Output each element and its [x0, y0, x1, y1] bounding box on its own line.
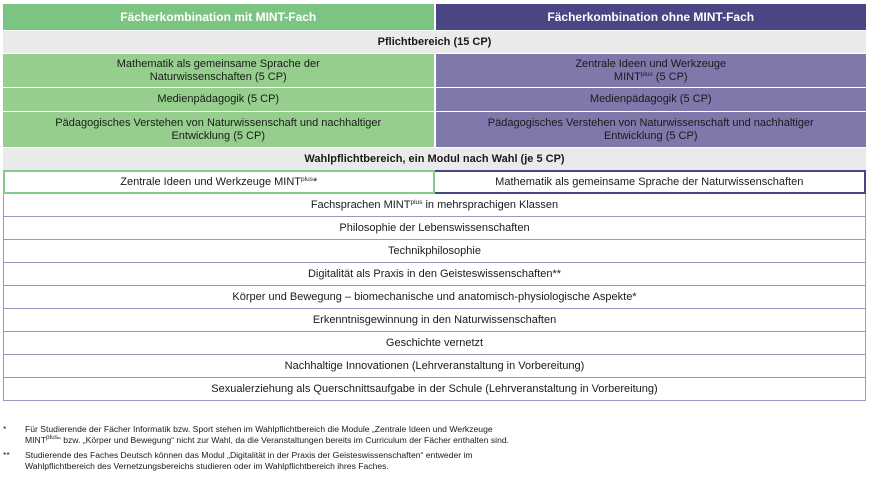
- wahlpflichtbereich-title: Wahlpflichtbereich, ein Modul nach Wahl (je 5 CP): [3, 147, 866, 170]
- pflicht-mathematik: Mathematik als gemeinsame Sprache der Naturwissenschaften (5 CP): [3, 53, 435, 87]
- wahl-item: Erkenntnisgewinnung in den Naturwissenschaften: [3, 309, 866, 332]
- wahlpflicht-first-row: [3, 170, 866, 194]
- wahl-mathematik: Mathematik als gemeinsame Sprache der Naturwissenschaften: [435, 170, 867, 194]
- wahl-item: Digitalität als Praxis in den Geisteswissenschaften**: [3, 263, 866, 286]
- wahl-item: Sexualerziehung als Querschnittsaufgabe in der Schule (Lehrveranstaltung in Vorbereitung): [3, 378, 866, 401]
- header-row: [3, 4, 866, 30]
- wahl-fachsprachen: Fachsprachen $MINT^{plus}$ in mehrsprachigen Klassen: [3, 194, 866, 217]
- wahl-item: Philosophie der Lebenswissenschaften: [3, 217, 866, 240]
- footnote: ** Studierende des Faches Deutsch können das Modul „Digitalität in der Praxis der Geisteswissenschaften“ entweder im Wahlpflichtbereich des Vernetzungsbereichs studieren oder im Wahlpflichtbereich ihres Faches.: [3, 450, 473, 471]
- wahl-item: Nachhaltige Innovationen (Lehrveranstaltung in Vorbereitung): [3, 355, 866, 378]
- footnotes: [3, 424, 863, 476]
- header-with-mint: Fächerkombination mit MINT-Fach: [3, 4, 435, 30]
- pflichtbereich-title: Pflichtbereich (15 CP): [3, 30, 866, 53]
- pflicht-medienpaedagogik-left: Medienpädagogik (5 CP): [3, 87, 435, 111]
- wahl-item: Geschichte vernetzt: [3, 332, 866, 355]
- pflicht-paedagogisches-verstehen-left: Pädagogisches Verstehen von Naturwissenschaft und nachhaltiger Entwicklung (5 CP): [3, 111, 435, 147]
- footnote-mark: *: [3, 424, 7, 434]
- pflicht-row: [3, 53, 866, 87]
- module-table: [3, 4, 866, 401]
- footnote: * Für Studierende der Fächer Informatik bzw. Sport stehen im Wahlpflichtbereich die Module „Zentrale Ideen und Werkzeuge $MINT^{plus}“$ bzw. „Körper und Bewegung“ nicht zur Wahl, da die Veranstaltungen bereits im Curriculum der Fächer enthalten sind.: [3, 424, 510, 445]
- header-without-mint: Fächerkombination ohne MINT-Fach: [435, 4, 867, 30]
- pflicht-medienpaedagogik-right: Medienpädagogik (5 CP): [435, 87, 867, 111]
- wahl-zentrale-ideen: Zentrale Ideen und Werkzeuge $MINT^{plus}*$: [3, 170, 435, 194]
- pflicht-paedagogisches-verstehen-right: Pädagogisches Verstehen von Naturwissenschaft und nachhaltiger Entwicklung (5 CP): [435, 111, 867, 147]
- wahl-item: Technikphilosophie: [3, 240, 866, 263]
- pflicht-row: [3, 87, 866, 111]
- pflicht-row: [3, 111, 866, 147]
- footnote-mark: **: [3, 450, 10, 460]
- wahl-item: Körper und Bewegung – biomechanische und anatomisch-physiologische Aspekte*: [3, 286, 866, 309]
- pflicht-zentrale-ideen: Zentrale Ideen und Werkzeuge $MINT^{plus}$ (5 CP): [435, 53, 867, 87]
